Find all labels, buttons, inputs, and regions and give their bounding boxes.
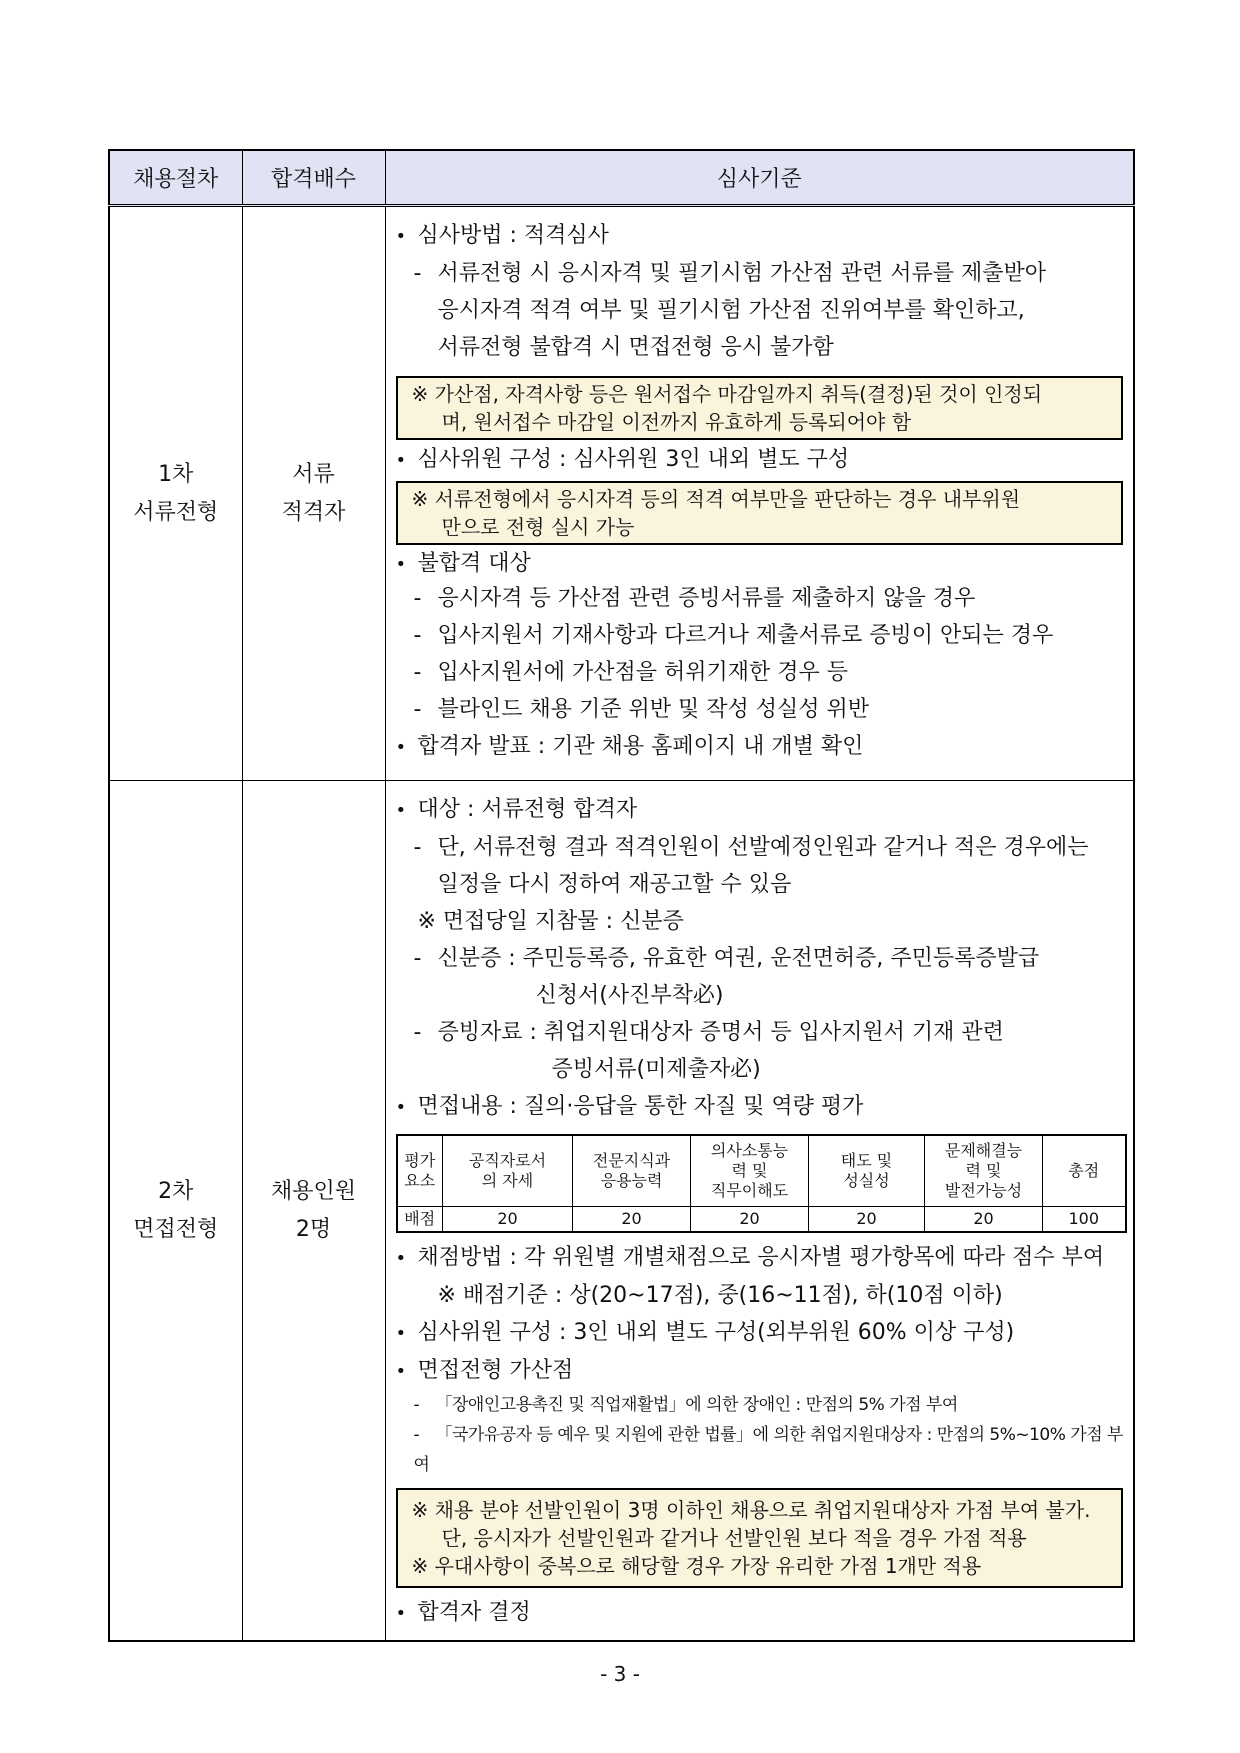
note-line: ※ 우대사항이 중복으로 해당할 경우 가장 유리한 가점 1개만 적용 [411, 1554, 982, 1578]
row-interview [109, 781, 1134, 1642]
header-criteria: 심사기준 [385, 150, 1134, 206]
bullet-bonus: • 면접전형 가산점 [396, 1352, 1124, 1390]
bullet-announcement: • 합격자 발표 : 기관 채용 홈페이지 내 개별 확인 [396, 728, 1124, 766]
score-value: 20 [573, 1207, 691, 1233]
sub-item-continued: 응시자격 적격 여부 및 필기시험 가산점 진위여부를 확인하고, [437, 298, 1025, 323]
stage-label: 1차 [158, 461, 194, 487]
score-table [396, 1134, 1127, 1233]
reference-note: ※ 면접당일 지참물 : 신분증 [417, 909, 684, 934]
sub-item: - 응시자격 등 가산점 관련 증빙서류를 제출하지 않을 경우 [413, 586, 976, 611]
bullet-committee: • 심사위원 구성 : 3인 내외 별도 구성(외부위원 60% 이상 구성) [396, 1314, 1124, 1352]
note-box [396, 1488, 1124, 1588]
stage-label: 서류전형 [133, 499, 219, 525]
multiplier-cell [242, 206, 385, 781]
bullet-decision: • 합격자 결정 [396, 1594, 1124, 1632]
sub-item-continued: 신청서(사진부착必) [535, 983, 724, 1008]
sub-item-continued: 서류전형 불합격 시 면접전형 응시 불가함 [437, 335, 834, 360]
sub-item: - 입사지원서 기재사항과 다르거나 제출서류로 증빙이 안되는 경우 [413, 623, 1054, 648]
score-value: 배점 [397, 1207, 443, 1233]
bullet-method: • 심사방법 : 적격심사 [396, 217, 1124, 255]
sub-item: - 단, 서류전형 결과 적격인원이 선발예정인원과 같거나 적은 경우에는 [413, 835, 1089, 860]
note-box [396, 376, 1124, 440]
score-header: 전문지식과 응용능력 [573, 1135, 691, 1207]
criteria-cell [385, 206, 1134, 781]
score-header: 문제해결능 력 및 발전가능성 [925, 1135, 1043, 1207]
note-line: ※ 채용 분야 선발인원이 3명 이하인 채용으로 취업지원대상자 가점 부여 불가. [411, 1498, 1091, 1522]
sub-item: - 서류전형 시 응시자격 및 필기시험 가산점 관련 서류를 제출받아 [396, 255, 1124, 292]
note-line: ※ 가산점, 자격사항 등은 원서접수 마감일까지 취득(결정)된 것이 인정되 [411, 382, 1043, 406]
bullet-interview-content: • 면접내용 : 질의·응답을 통한 자질 및 역량 평가 [396, 1088, 1124, 1126]
row-document-screening [109, 206, 1134, 781]
sub-item: - 신분증 : 주민등록증, 유효한 여권, 운전면허증, 주민등록증발급 [413, 946, 1040, 971]
note-line: 만으로 전형 실시 가능 [441, 515, 635, 539]
bonus-item: - 「국가유공자 등 예우 및 지원에 관한 법률」에 의한 취업지원대상자 : 만점의 5%~10% 가점 부여 [413, 1425, 1123, 1475]
score-header: 태도 및 성실성 [809, 1135, 925, 1207]
sub-item-continued: 일정을 다시 정하여 재공고할 수 있음 [437, 872, 792, 897]
note-box [396, 481, 1124, 545]
score-value: 20 [443, 1207, 573, 1233]
score-value: 20 [809, 1207, 925, 1233]
bullet-grading: • 채점방법 : 각 위원별 개별채점으로 응시자별 평가항목에 따라 점수 부여 [396, 1239, 1124, 1277]
bullet-target: • 대상 : 서류전형 합격자 [396, 791, 1124, 829]
recruitment-criteria-table [108, 149, 1135, 1642]
bullet-fail-target: • 불합격 대상 [396, 549, 1124, 580]
multiplier-label: 2명 [295, 1216, 332, 1242]
score-value: 20 [925, 1207, 1043, 1233]
stage-label: 면접전형 [133, 1216, 219, 1242]
note-line: 단, 응시자가 선발인원과 같거나 선발인원 보다 적을 경우 가점 적용 [441, 1526, 1027, 1550]
score-value-row [397, 1207, 1126, 1233]
table-header-row [109, 150, 1134, 206]
bullet-committee: • 심사위원 구성 : 심사위원 3인 내외 별도 구성 [396, 444, 1124, 477]
sub-item: - 입사지원서에 가산점을 허위기재한 경우 등 [413, 660, 849, 685]
score-header: 총점 [1043, 1135, 1126, 1207]
sub-item-continued: 증빙서류(미제출자必) [551, 1057, 761, 1082]
score-header: 평가 요소 [397, 1135, 443, 1207]
header-multiplier: 합격배수 [242, 150, 385, 206]
score-header: 의사소통능 력 및 직무이해도 [691, 1135, 809, 1207]
page-number: - 3 - [600, 1662, 640, 1686]
sub-item: - 블라인드 채용 기준 위반 및 작성 성실성 위반 [413, 697, 869, 722]
criteria-cell [385, 781, 1134, 1642]
score-header-row [397, 1135, 1126, 1207]
note-line: ※ 서류전형에서 응시자격 등의 적격 여부만을 판단하는 경우 내부위원 [411, 487, 1021, 511]
score-value: 100 [1043, 1207, 1126, 1233]
bonus-item: - 「장애인고용촉진 및 직업재활법」에 의한 장애인 : 만점의 5% 가점 부여 [413, 1395, 958, 1415]
reference-note: ※ 배점기준 : 상(20~17점), 중(16~11점), 하(10점 이하) [437, 1283, 1003, 1308]
stage-cell [109, 781, 242, 1642]
multiplier-cell [242, 781, 385, 1642]
stage-label: 2차 [158, 1178, 194, 1204]
multiplier-label: 채용인원 [270, 1178, 356, 1204]
note-line: 며, 원서접수 마감일 이전까지 유효하게 등록되어야 함 [441, 410, 912, 434]
sub-item: - 증빙자료 : 취업지원대상자 증명서 등 입사지원서 기재 관련 [413, 1020, 1004, 1045]
multiplier-label: 적격자 [281, 499, 346, 525]
multiplier-label: 서류 [292, 461, 335, 487]
dash: - [413, 261, 422, 286]
score-value: 20 [691, 1207, 809, 1233]
stage-cell [109, 206, 242, 781]
header-procedure: 채용절차 [109, 150, 242, 206]
score-header: 공직자로서 의 자세 [443, 1135, 573, 1207]
